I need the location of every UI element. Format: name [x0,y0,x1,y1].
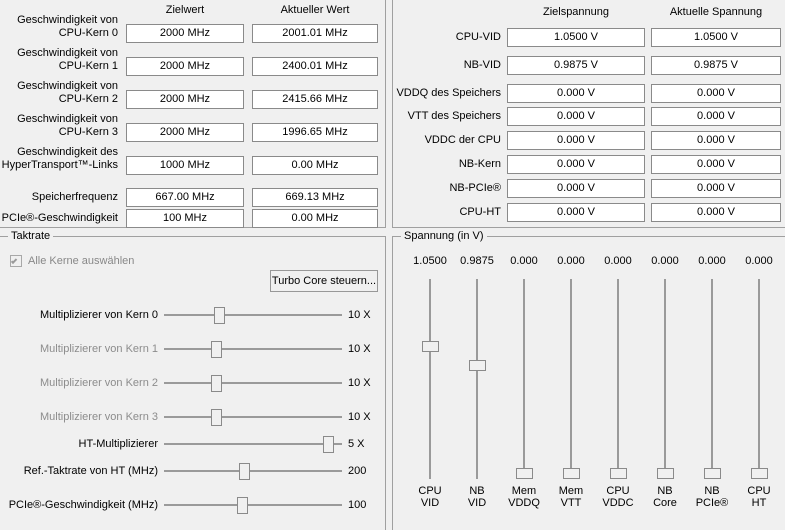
voltage-slider-thumb[interactable] [751,468,768,479]
clock-slider-label: HT-Multiplizierer [78,438,158,450]
clock-current-value: 669.13 MHz [252,188,378,207]
turbo-core-button[interactable]: Turbo Core steuern... [270,270,378,292]
clock-slider-track[interactable] [164,348,342,350]
voltage-row-label: VTT des Speichers [407,110,501,122]
voltage-slider-track[interactable] [664,279,666,479]
clock-row-label: Geschwindigkeit des HyperTransport™-Links [1,146,118,171]
clock-slider-track[interactable] [164,382,342,384]
clock-current-value: 0.00 MHz [252,156,378,175]
voltage-slider[interactable] [407,255,453,521]
voltage-slider-value: 0.000 [745,255,773,267]
voltage-slider-label: NB VID [467,485,487,509]
voltage-slider-value: 0.9875 [460,255,494,267]
clock-slider-value: 10 X [348,343,371,355]
voltage-target-value: 1.0500 V [507,28,645,47]
voltage-target-value: 0.000 V [507,107,645,126]
clock-slider-label: Multiplizierer von Kern 2 [40,377,158,389]
clock-slider-track[interactable] [164,443,342,445]
clock-row-label: PCIe®-Geschwindigkeit [1,212,118,224]
clock-slider-label: Multiplizierer von Kern 0 [40,309,158,321]
clock-slider-value: 5 X [348,438,365,450]
voltage-slider-thumb[interactable] [563,468,580,479]
voltage-target-value: 0.000 V [507,179,645,198]
clock-slider-thumb[interactable] [323,436,334,453]
clock-target-value: 2000 MHz [126,123,244,142]
clock-row-label: Geschwindigkeit von CPU-Kern 2 [17,80,118,105]
voltage-slider[interactable] [548,255,594,521]
clock-slider[interactable] [0,434,386,454]
clock-slider-label: Multiplizierer von Kern 1 [40,343,158,355]
voltage-slider-value: 0.000 [557,255,585,267]
clock-target-value: 667.00 MHz [126,188,244,207]
clock-slider-label: Multiplizierer von Kern 3 [40,411,158,423]
voltage-target-value: 0.000 V [507,203,645,222]
voltage-current-value: 0.000 V [651,84,781,103]
voltage-slider[interactable] [642,255,688,521]
clock-slider-value: 100 [348,499,367,511]
clock-target-value: 1000 MHz [126,156,244,175]
voltage-current-value: 0.000 V [651,155,781,174]
voltage-slider[interactable] [595,255,641,521]
voltage-slider-thumb[interactable] [422,341,439,352]
clock-row-label: Geschwindigkeit von CPU-Kern 0 [17,14,118,39]
clock-slider[interactable] [0,339,386,359]
voltage-status-panel [392,0,785,228]
voltage-slider-thumb[interactable] [516,468,533,479]
voltage-slider-value: 0.000 [698,255,726,267]
voltage-target-value: 0.000 V [507,155,645,174]
select-all-cores-label: Alle Kerne auswählen [28,255,135,267]
clock-slider-label: Ref.-Taktrate von HT (MHz) [23,465,158,477]
clock-target-value: 2000 MHz [126,24,244,43]
voltage-col-header-target: Zielspannung [542,6,610,18]
clock-col-header-current: Aktueller Wert [280,4,350,16]
voltage-slider-thumb[interactable] [469,360,486,371]
clock-slider-value: 10 X [348,411,371,423]
voltage-slider-thumb[interactable] [657,468,674,479]
voltage-target-value: 0.9875 V [507,56,645,75]
voltage-slider-track[interactable] [617,279,619,479]
checkbox-box[interactable] [10,255,22,267]
voltage-row-label: NB-Kern [458,158,501,170]
clock-status-panel [0,0,386,228]
voltage-slider[interactable] [736,255,782,521]
voltage-slider-track[interactable] [711,279,713,479]
voltage-target-value: 0.000 V [507,84,645,103]
clock-row-label: Geschwindigkeit von CPU-Kern 1 [17,47,118,72]
clock-panel-title: Taktrate [8,230,53,242]
clock-slider[interactable] [0,461,386,481]
clock-slider-track[interactable] [164,470,342,472]
clock-slider[interactable] [0,305,386,325]
voltage-current-value: 0.000 V [651,179,781,198]
clock-slider[interactable] [0,495,386,515]
clock-slider-thumb[interactable] [214,307,225,324]
voltage-control-panel [392,230,785,530]
clock-slider[interactable] [0,373,386,393]
voltage-slider-value: 1.0500 [413,255,447,267]
voltage-current-value: 0.9875 V [651,56,781,75]
voltage-slider-label: Mem VDDQ [508,485,540,509]
voltage-slider-track[interactable] [476,279,478,479]
voltage-slider[interactable] [689,255,735,521]
clock-slider-thumb[interactable] [239,463,250,480]
voltage-slider-label: CPU VDDC [602,485,634,509]
clock-slider-track[interactable] [164,416,342,418]
voltage-slider-value: 0.000 [510,255,538,267]
voltage-row-label: NB-PCIe® [449,182,501,194]
voltage-slider-track[interactable] [570,279,572,479]
voltage-row-label: NB-VID [463,59,501,71]
voltage-slider-label: NB Core [653,485,677,509]
clock-row-label: Speicherfrequenz [31,191,118,203]
voltage-slider-track[interactable] [758,279,760,479]
clock-slider-track[interactable] [164,314,342,316]
voltage-slider-value: 0.000 [604,255,632,267]
voltage-slider[interactable] [454,255,500,521]
voltage-row-label: VDDC der CPU [424,134,501,146]
voltage-slider-label: NB PCIe® [695,485,729,509]
voltage-slider-value: 0.000 [651,255,679,267]
clock-slider-thumb[interactable] [237,497,248,514]
voltage-slider[interactable] [501,255,547,521]
clock-slider-value: 200 [348,465,367,477]
clock-slider-value: 10 X [348,377,371,389]
voltage-col-header-current: Aktuelle Spannung [669,6,763,18]
voltage-slider-thumb[interactable] [610,468,627,479]
voltage-current-value: 0.000 V [651,107,781,126]
voltage-current-value: 0.000 V [651,131,781,150]
clock-slider-thumb[interactable] [211,341,222,358]
clock-slider-thumb[interactable] [211,409,222,426]
clock-current-value: 1996.65 MHz [252,123,378,142]
clock-control-panel [0,230,386,530]
clock-target-value: 2000 MHz [126,57,244,76]
voltage-slider-track[interactable] [429,279,431,479]
select-all-cores-checkbox[interactable] [10,255,134,267]
voltage-slider-label: CPU VID [418,485,442,509]
voltage-current-value: 0.000 V [651,203,781,222]
clock-target-value: 100 MHz [126,209,244,228]
clock-current-value: 2400.01 MHz [252,57,378,76]
clock-slider-track[interactable] [164,504,342,506]
voltage-row-label: CPU-VID [455,31,501,43]
clock-col-header-target: Zielwert [165,4,205,16]
clock-target-value: 2000 MHz [126,90,244,109]
voltage-row-label: VDDQ des Speichers [396,87,501,99]
voltage-slider-label: Mem VTT [558,485,584,509]
voltage-panel-title: Spannung (in V) [401,230,487,242]
clock-slider-label: PCIe®-Geschwindigkeit (MHz) [8,499,158,511]
clock-current-value: 2001.01 MHz [252,24,378,43]
clock-slider-thumb[interactable] [211,375,222,392]
voltage-current-value: 1.0500 V [651,28,781,47]
clock-slider[interactable] [0,407,386,427]
voltage-slider-track[interactable] [523,279,525,479]
voltage-slider-thumb[interactable] [704,468,721,479]
voltage-target-value: 0.000 V [507,131,645,150]
voltage-row-label: CPU-HT [459,206,501,218]
clock-current-value: 2415.66 MHz [252,90,378,109]
voltage-slider-label: CPU HT [747,485,771,509]
clock-slider-value: 10 X [348,309,371,321]
clock-row-label: Geschwindigkeit von CPU-Kern 3 [17,113,118,138]
clock-current-value: 0.00 MHz [252,209,378,228]
